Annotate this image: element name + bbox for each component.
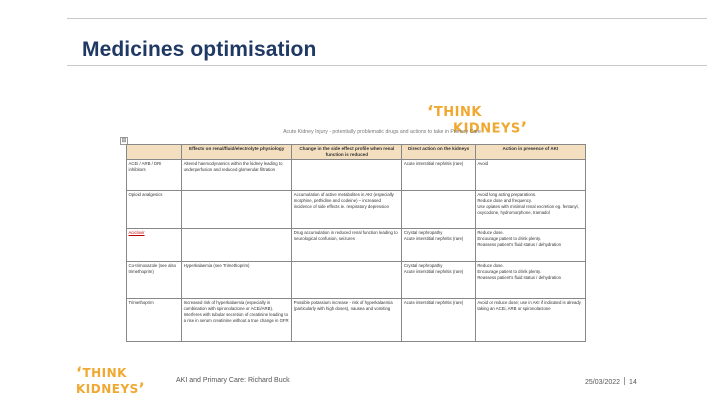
table-row: [127, 191, 586, 229]
table-header-row: [127, 145, 586, 160]
table-row: [127, 262, 586, 299]
logo-line1: THINK: [433, 104, 482, 120]
table-row: [127, 229, 586, 262]
side-effects-cell: [292, 262, 402, 299]
direct-action-cell: [402, 191, 475, 229]
drug-name: Co-trimoxazole (see also trimethoprim): [127, 262, 182, 299]
table-expand-icon[interactable]: ⊞: [121, 138, 127, 144]
effects-cell: [182, 229, 292, 262]
effects-cell: Altered haemodynamics within the kidney leading to underperfusion and reduced glomerular filtration: [182, 160, 292, 191]
aki-action-cell: Avoid: [475, 160, 585, 191]
side-effects-cell: Possible potassium increase - risk of hyperkalaemia (particularly with high doses), nausea and vomiting: [292, 299, 402, 342]
side-effects-cell: [292, 160, 402, 191]
side-effects-cell: Drug accumulation in reduced renal function leading to neurological confusion, seizures: [292, 229, 402, 262]
table-row: [127, 160, 586, 191]
effects-cell: Increased risk of hyperkalaemia (especially in combination with spironolactone or ACEi/ARB). Interferes with tubular secretion of creatinine leading to a rise in serum creatinine without a true change in GFR: [182, 299, 292, 342]
direct-action-cell: Crystal nephropathy Acute interstitial nephritis (rare): [402, 262, 475, 299]
table-row: [127, 299, 586, 342]
footer-presentation-title: AKI and Primary Care: Richard Buck: [176, 377, 290, 384]
logo-line1: THINK: [82, 365, 127, 380]
effects-cell: Hyperkalaemia (see Trimethoprim): [182, 262, 292, 299]
column-header: Effects on renal/fluid/electrolyte physiology: [182, 145, 292, 160]
logo-line2: KIDNEYS: [453, 121, 521, 137]
aki-action-cell: Avoid long acting preparations. Reduce dose and frequency. Use opiates with minimal renal excretion eg. fentanyl, oxycodone, hydromorphone, tramadol: [475, 191, 585, 229]
footer-date: 25/03/2022: [585, 379, 621, 386]
column-header: Direct action on the kidneys: [402, 145, 475, 160]
side-effects-cell: Accumulation of active metabolites in AKI (especially morphine, pethidine and codeine) – increased incidence of side effects ie. respiratory depression: [292, 191, 402, 229]
column-header: Change in the side effect profile when renal function is reduced: [292, 145, 402, 160]
aki-action-cell: Reduce dose. Encourage patient to drink plenty. Reassess patient's fluid status / dehydration: [475, 229, 585, 262]
drug-name: ACEi / ARB / DRI inhibitors: [127, 160, 182, 191]
title-divider: [67, 65, 707, 66]
column-header: Action in presence of AKI: [475, 145, 585, 160]
direct-action-cell: Acute interstitial nephritis (rare): [402, 160, 475, 191]
footer-separator: [624, 377, 625, 385]
footer-date-page: [585, 377, 637, 386]
drug-name: Opioid analgesics: [127, 191, 182, 229]
think-kidneys-logo-bottom: ‘THINK KIDNEYS’: [76, 364, 146, 398]
document-title: Acute Kidney Injury - potentially problematic drugs and actions to take in Primary Care: [283, 129, 481, 135]
column-header: [127, 145, 182, 160]
slide-title: Medicines optimisation: [82, 38, 317, 61]
logo-line2: KIDNEYS: [76, 381, 139, 396]
think-kidneys-logo-top: ‘THINK KIDNEYS’: [427, 101, 528, 138]
drug-name: Trimethoprim: [127, 299, 182, 342]
effects-cell: [182, 191, 292, 229]
top-divider: [67, 18, 707, 19]
aki-action-cell: Reduce dose. Encourage patient to drink plenty. Reassess patient's fluid status / dehydration: [475, 262, 585, 299]
aki-action-cell: Avoid or reduce dose; use in AKI if indicated is already taking an ACEi, ARB or spironolactone: [475, 299, 585, 342]
drugs-table: [126, 144, 586, 342]
page-number: 14: [629, 379, 637, 386]
direct-action-cell: Crystal nephropathy Acute interstitial nephritis (rare): [402, 229, 475, 262]
direct-action-cell: Acute interstitial nephritis (rare): [402, 299, 475, 342]
drug-name: Aciclovir: [127, 229, 182, 262]
